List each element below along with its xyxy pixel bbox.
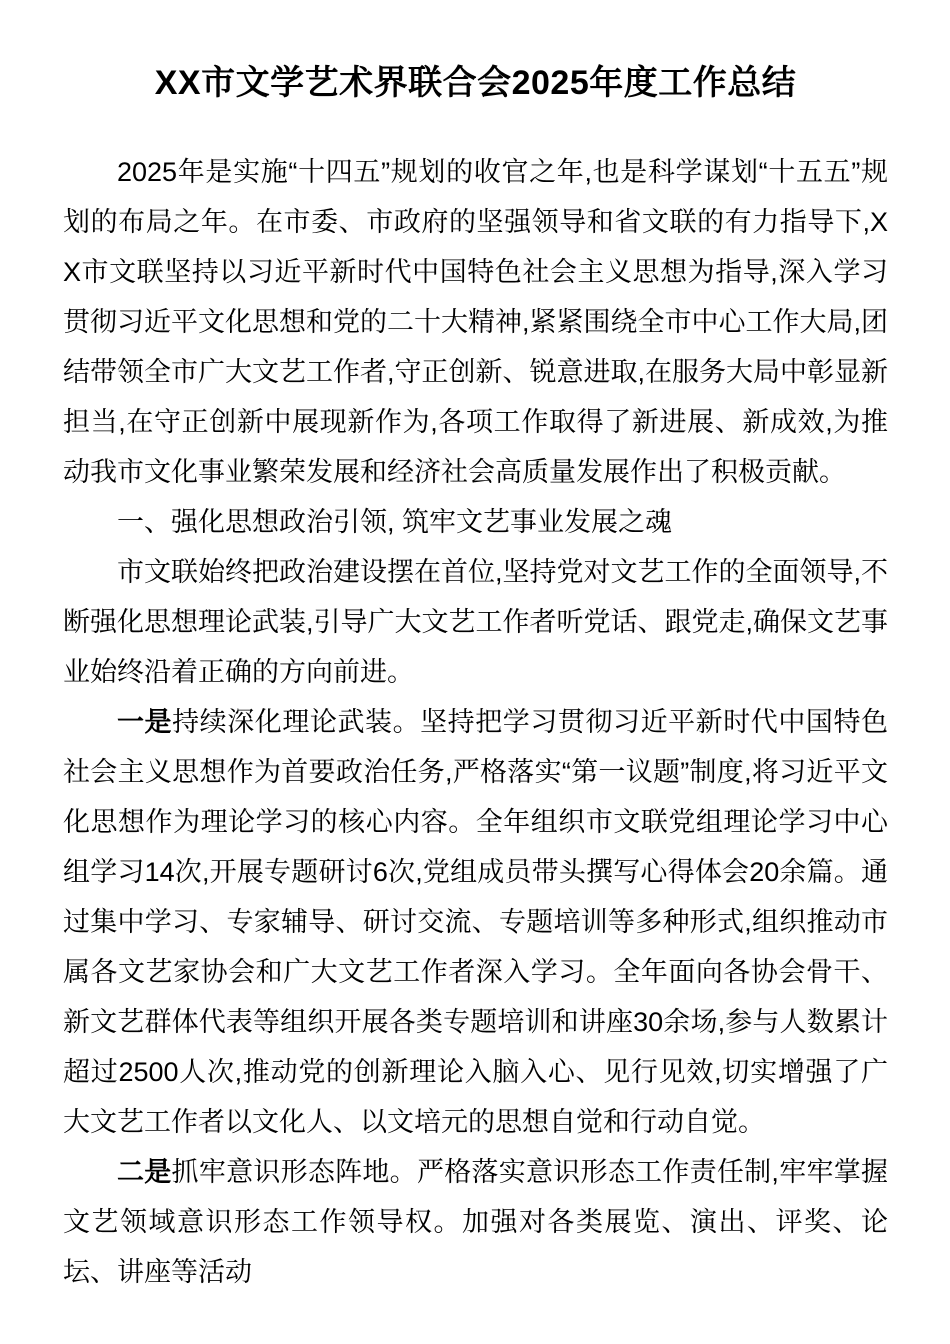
- item-1-lead-label: 一是: [117, 706, 173, 737]
- paragraph-item-1: [63, 697, 888, 1147]
- document-title: XX市文学艺术界联合会2025年度工作总结: [154, 64, 797, 102]
- document-content: [63, 0, 888, 1297]
- section-heading-1: 一、强化思想政治引领, 筑牢文艺事业发展之魂: [117, 506, 673, 537]
- item-2-body-text: 抓牢意识形态阵地。严格落实意识形态工作责任制,牢牢掌握文艺领域意识形态工作领导权。加强对各类展览、演出、评奖、论坛、讲座等活动: [63, 1156, 888, 1287]
- item-1-body-text: 持续深化理论武装。坚持把学习贯彻习近平新时代中国特色社会主义思想作为首要政治任务,严格落实“第一议题”制度,将习近平文化思想作为理论学习的核心内容。全年组织市文联党组理论学习中心组学习14次,开展专题研讨6次,党组成员带头撰写心得体会20余篇。通过集中学习、专家辅导、研讨交流、专题培训等多种形式,组织推动市属各文艺家协会和广大文艺工作者深入学习。全年面向各协会骨干、新文艺群体代表等组织开展各类专题培训和讲座30余场,参与人数累计超过2500人次,推动党的创新理论入脑入心、见行见效,切实增强了广大文艺工作者以文化人、以文培元的思想自觉和行动自觉。: [63, 706, 889, 1137]
- paragraph-opening: 2025年是实施“十四五”规划的收官之年,也是科学谋划“十五五”规划的布局之年。在市委、市政府的坚强领导和省文联的有力指导下,XX市文联坚持以习近平新时代中国特色社会主义思想为指导,深入学习贯彻习近平文化思想和党的二十大精神,紧紧围绕全市中心工作大局,团结带领全市广大文艺工作者,守正创新、锐意进取,在服务大局中彰显新担当,在守正创新中展现新作为,各项工作取得了新进展、新成效,为推动我市文化事业繁荣发展和经济社会高质量发展作出了积极贡献。: [63, 156, 889, 487]
- paragraph-section1-intro: 市文联始终把政治建设摆在首位,坚持党对文艺工作的全面领导,不断强化思想理论武装,引导广大文艺工作者听党话、跟党走,确保文艺事业始终沿着正确的方向前进。: [63, 556, 889, 687]
- item-2-lead-label: 二是: [117, 1156, 172, 1187]
- paragraph-item-2: [63, 1147, 888, 1297]
